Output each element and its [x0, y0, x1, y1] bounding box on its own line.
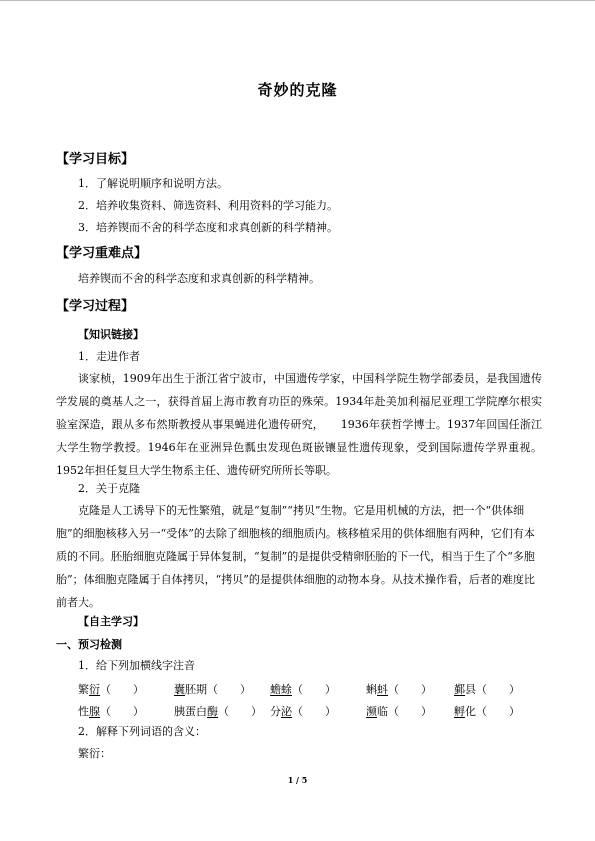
- pinyin-item: 孵化（ ）: [454, 705, 520, 718]
- header-rule: [0, 0, 595, 1]
- pinyin-item: 胰蛋白酶（ ）: [174, 705, 262, 718]
- question-1: 1．给下列加横线字注音: [78, 659, 195, 672]
- item1-paragraph: 谈家桢，1909年出生于浙江省宁波市，中国遗传学家，中国科学院生物学部委员，是我国遗传学发展的奠基人之一，获得首届上海市教育功臣的殊荣。1934年赴美加利福尼亚理工学院摩尔根实验室深造，跟从多布然斯教授从事果蝇进化遗传研究， 1936年获哲学博士。1937年回国任浙江大学生物学教授。1946年在亚洲异色瓢虫发现色斑嵌镶显性遗传现象，受到国际遗传学界重视。1952年担任复旦大学生物系主任、遗传研究所所长等职。: [56, 372, 542, 477]
- goal-item: 2．培养收集资料、筛选资料、利用资料的学习能力。: [78, 199, 338, 212]
- preview-header: 一、预习检测: [56, 638, 122, 651]
- pinyin-item: 蝌蚪（ ）: [366, 683, 432, 696]
- item2-paragraph: 克隆是人工诱导下的无性繁殖，就是“复制”“拷贝”生物。它是用机械的方法，把一个“供体细胞”的细胞核移入另一“受体”的去除了细胞核的细胞质内。核移植采用的供体细胞有两种，它们有本质的不同。胚胎细胞克隆属于异体复制，“复制”的是提供受精卵胚胎的下一代，相当于生了个“多胞胎”；体细胞克隆属于自体拷贝，“拷贝”的是提供体细胞的动物本身。从技术操作看，后者的难度比前者大。: [56, 504, 535, 609]
- pinyin-item: 鄞县（ ）: [454, 683, 520, 696]
- goal-item: 3．培养锲而不舍的科学态度和求真创新的科学精神。: [78, 221, 338, 234]
- item1-title: 1．走进作者: [78, 350, 140, 363]
- pinyin-item: 繁衍（ ）: [78, 683, 144, 696]
- pinyin-item: 性腺（ ）: [78, 705, 144, 718]
- goals-header: 【学习目标】: [56, 152, 135, 167]
- pinyin-item: 濒临（ ）: [366, 705, 432, 718]
- key-header: 【学习重难点】: [56, 246, 148, 261]
- page-number: 1 / 5: [287, 775, 308, 785]
- question-2-first-term: 繁衍：: [78, 747, 111, 760]
- pinyin-item: 蟾蜍（ ）: [270, 683, 336, 696]
- knowledge-header: 【知识链接】: [78, 328, 144, 341]
- pinyin-item: 分泌（ ）: [270, 705, 336, 718]
- item2-title: 2．关于克隆: [78, 482, 140, 495]
- process-header: 【学习过程】: [56, 299, 135, 314]
- self-study-header: 【自主学习】: [78, 615, 144, 628]
- goal-item: 1．了解说明顺序和说明方法。: [78, 177, 228, 190]
- page-title: 奇妙的克隆: [257, 81, 338, 99]
- key-text: 培养锲而不舍的科学态度和求真创新的科学精神。: [78, 272, 320, 285]
- question-2: 2．解释下列词语的含义：: [78, 725, 206, 738]
- pinyin-item: 囊胚期（ ）: [174, 683, 251, 696]
